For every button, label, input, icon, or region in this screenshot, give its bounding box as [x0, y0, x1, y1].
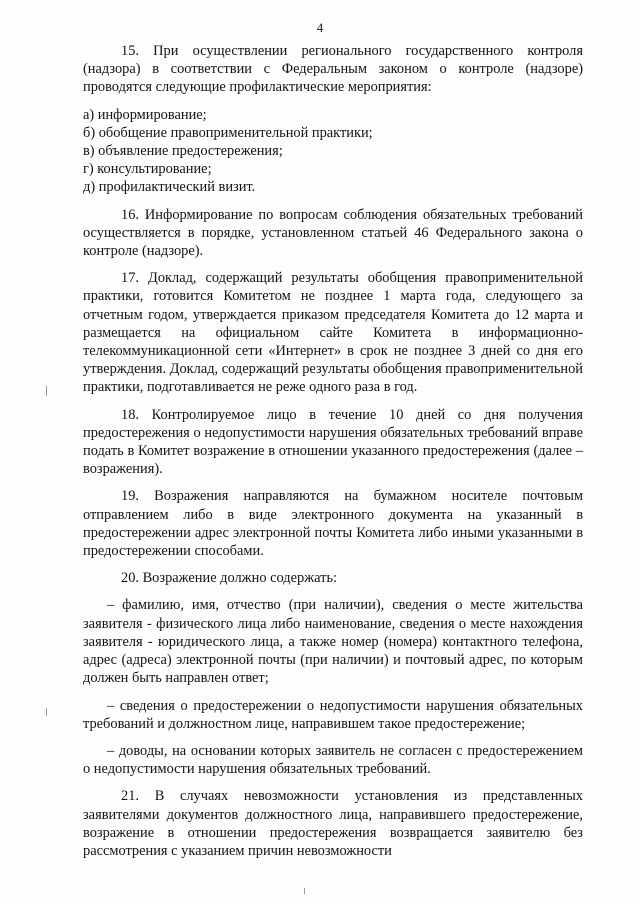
scan-mark	[46, 708, 47, 716]
paragraph-18: 18. Контролируемое лицо в течение 10 дней со дня получения предостережения о недопустимости нарушения обязательных требований вправе подать в Комитет возражение в отношении указанного предостережения (далее – возражения).	[83, 406, 583, 478]
dash-item: – фамилию, имя, отчество (при наличии), сведения о месте жительства заявителя - физического лица либо наименование, сведения о месте нахождения заявителя - юридического лица, а также номер (номера) контактного телефона, адрес (адреса) электронной почты (при наличии) и почтовый адрес, по которым должен быть направлен ответ;	[83, 597, 583, 687]
list-item: б) обобщение правоприменительной практики;	[83, 124, 373, 141]
list-item: в) объявление предостережения;	[83, 143, 283, 160]
list-item: г) консультирование;	[83, 161, 212, 178]
scan-mark	[46, 386, 47, 396]
dash-item: – доводы, на основании которых заявитель не согласен с предостережением о недопустимости нарушения обязательных требований.	[83, 742, 583, 778]
list-item: а) информирование;	[83, 106, 207, 123]
document-body	[83, 42, 583, 860]
paragraph-19: 19. Возражения направляются на бумажном носителе почтовым отправлением либо в виде электронного документа на указанный в предостережении адрес электронной почты Комитета либо иными указанными в предостережении способами.	[83, 488, 583, 560]
paragraph-17: 17. Доклад, содержащий результаты обобщения правоприменительной практики, готовится Комитетом не позднее 1 марта года, следующего за отчетным годом, утверждается приказом председателя Комитета до 12 марта и размещается на официальном сайте Комитета в информационно-телекоммуникационной сети «Интернет» в срок не позднее 3 дней со дня его утверждения. Доклад, содержащий результаты обобщения правоприменительной практики, подготавливается не реже одного раза в год.	[83, 270, 583, 396]
dash-item: – сведения о предостережении о недопустимости нарушения обязательных требований и должностном лице, направившем такое предостережение;	[83, 697, 583, 732]
paragraph-21: 21. В случаях невозможности установления из представленных заявителями документов должностного лица, направившего предостережение, возражение в отношении предостережения возвращается заявителю без рассмотрения с указанием причин невозможности	[83, 788, 583, 859]
paragraph-20: 20. Возражение должно содержать:	[121, 570, 337, 587]
list-item: д) профилактический визит.	[83, 179, 256, 196]
paragraph-15: 15. При осуществлении регионального государственного контроля (надзора) в соответствии с Федеральным законом о контроле (надзоре) проводятся следующие профилактические мероприятия:	[83, 43, 583, 96]
page-number: 4	[316, 20, 324, 35]
paragraph-16: 16. Информирование по вопросам соблюдения обязательных требований осуществляется в порядке, установленном статьей 46 Федерального закона о контроле (надзоре).	[83, 206, 583, 260]
scan-mark	[304, 888, 305, 894]
